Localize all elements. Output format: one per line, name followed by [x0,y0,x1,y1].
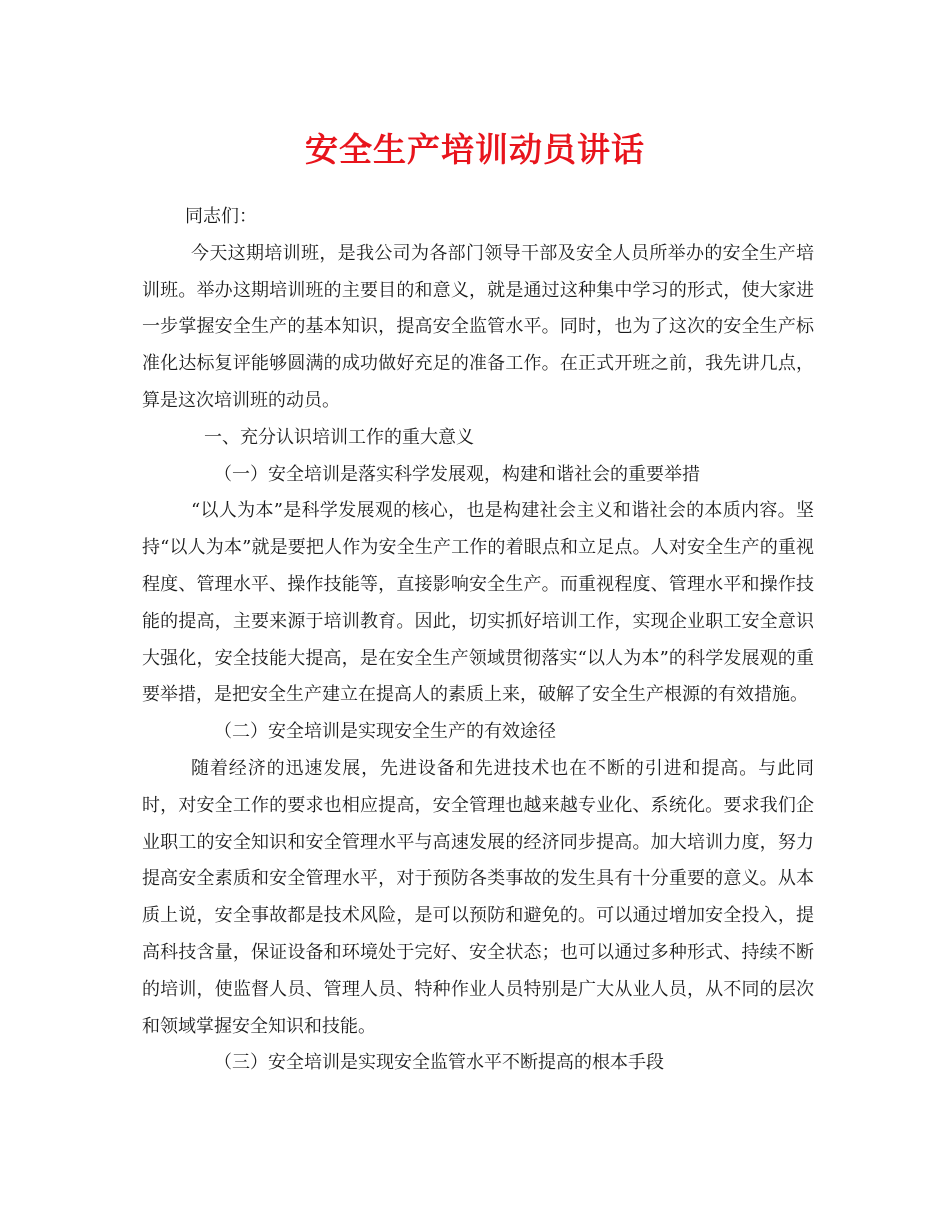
subsection-heading-3: （三）安全培训是实现安全监管水平不断提高的根本手段 [214,1052,664,1074]
document-body [142,199,814,1082]
document-title: 安全生产培训动员讲话 [305,130,645,169]
salutation: 同志们： [185,206,257,227]
paragraph-effective-approach: 随着经济的迅速发展，先进设备和先进技术也在不断的引进和提高。与此同时，对安全工作的要求也相应提高，安全管理也越来越专业化、系统化。要求我们企业职工的安全知识和安全管理水平与高速发展的经济同步提高。加大培训力度，努力提高安全素质和安全管理水平，对于预防各类事故的发生具有十分重要的意义。从本质上说，安全事故都是技术风险，是可以预防和避免的。可以通过增加安全投入，提高科技含量，保证设备和环境处于完好、安全状态；也可以通过多种形式、持续不断的培训，使监督人员、管理人员、特种作业人员特别是广大从业人员，从不同的层次和领域掌握安全知识和技能。 [142,757,814,1037]
paragraph-intro: 今天这期培训班，是我公司为各部门领导干部及安全人员所举办的安全生产培训班。举办这期培训班的主要目的和意义，就是通过这种集中学习的形式，使大家进一步掌握安全生产的基本知识，提高安全监管水平。同时，也为了这次的安全生产标准化达标复评能够圆满的成功做好充足的准备工作。在正式开班之前，我先讲几点，算是这次培训班的动员。 [142,242,814,411]
paragraph-people-oriented: “以人为本”是科学发展观的核心，也是构建社会主义和谐社会的本质内容。坚持“以人为本”就是要把人作为安全生产工作的着眼点和立足点。人对安全生产的重视程度、管理水平、操作技能等，直接影响安全生产。而重视程度、管理水平和操作技能的提高，主要来源于培训教育。因此，切实抓好培训工作，实现企业职工安全意识大强化，安全技能大提高，是在安全生产领域贯彻落实“以人为本”的科学发展观的重要举措，是把安全生产建立在提高人的素质上来，破解了安全生产根源的有效措施。 [142,500,814,706]
section-heading-1: 一、充分认识培训工作的重大意义 [204,426,474,448]
subsection-heading-1: （一）安全培训是落实科学发展观，构建和谐社会的重要举措 [214,463,700,485]
subsection-heading-2: （二）安全培训是实现安全生产的有效途径 [214,721,556,743]
